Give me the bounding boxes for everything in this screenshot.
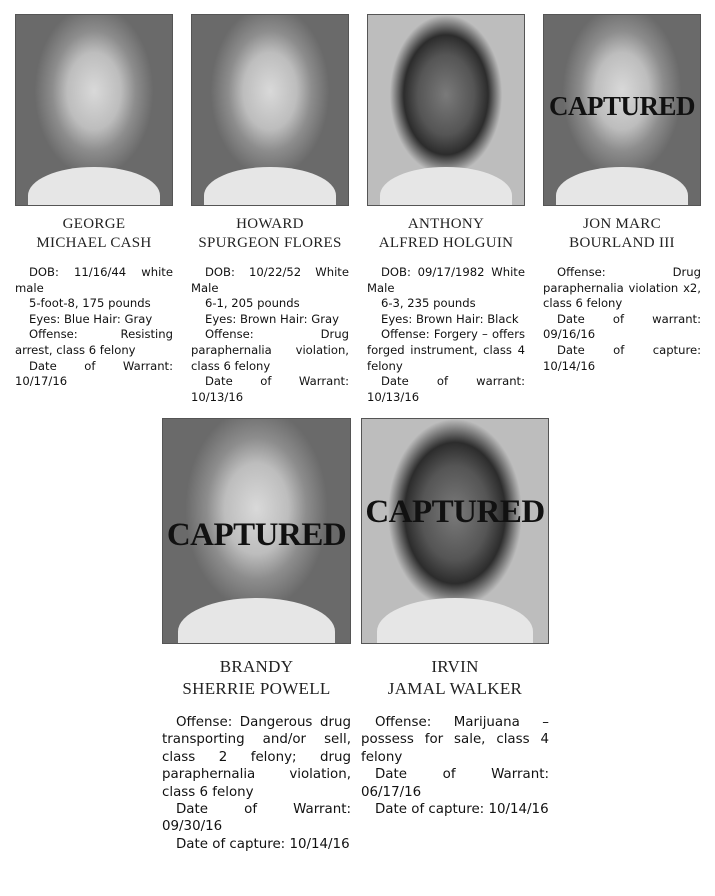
name-line-2: SHERRIE POWELL (182, 679, 331, 698)
person-details (543, 265, 701, 374)
mugshot-photo (367, 14, 525, 206)
person-details (361, 714, 549, 818)
detail-line: Date of warrant: 09/16/16 (543, 311, 701, 342)
detail-line: Date of capture: 10/14/16 (543, 342, 701, 373)
person-card (361, 418, 549, 818)
person-card (162, 418, 351, 853)
detail-line: Date of Warrant: 09/30/16 (162, 802, 351, 835)
mugshot-photo (543, 14, 701, 206)
captured-stamp: CAPTURED (166, 517, 347, 553)
mugshot-photo (15, 14, 173, 206)
name-line-1: GEORGE (62, 216, 126, 232)
person-card (543, 14, 701, 374)
detail-line: Date of warrant: 10/13/16 (367, 374, 525, 404)
detail-line: Offense: Marijuana – possess for sale, class 4 felony (361, 715, 549, 765)
detail-line: Offense: Dangerous drug transporting and/or sell, class 2 felony; drug paraphernalia violation, class 6 felony (162, 715, 351, 800)
name-line-2: MICHAEL CASH (36, 235, 152, 251)
person-name (162, 656, 351, 700)
name-line-2: ALFRED HOLGUIN (378, 235, 514, 251)
person-details (191, 265, 349, 405)
detail-line: Offense: Drug paraphernalia violation, class 6 felony (191, 327, 349, 373)
mugshot-photo (361, 418, 549, 644)
person-details (15, 265, 173, 390)
name-line-1: JON MARC (583, 216, 661, 232)
name-line-1: IRVIN (431, 657, 479, 676)
mugshot-photo (191, 14, 349, 206)
detail-line: Date of Warrant: 10/13/16 (191, 374, 349, 404)
person-card (191, 14, 349, 405)
captured-stamp: CAPTURED (365, 494, 545, 530)
person-card (367, 14, 525, 405)
detail-line: Date of capture: 10/14/16 (176, 836, 350, 852)
person-details (162, 714, 351, 853)
detail-line: Eyes: Brown Hair: Gray (205, 311, 339, 326)
detail-line: Date of Warrant: 10/17/16 (15, 358, 173, 389)
name-line-2: BOURLAND III (569, 235, 675, 251)
person-details (367, 265, 525, 405)
name-line-1: BRANDY (219, 657, 294, 676)
detail-line: Eyes: Blue Hair: Gray (29, 311, 153, 326)
person-name (361, 656, 549, 700)
person-card (15, 14, 173, 390)
detail-line: 5-foot-8, 175 pounds (29, 296, 151, 311)
detail-line: Offense: Resisting arrest, class 6 felony (15, 327, 173, 357)
detail-line: DOB: 09/17/1982 White Male (367, 265, 525, 295)
detail-line: 6-3, 235 pounds (381, 296, 476, 311)
name-line-1: HOWARD (236, 216, 304, 232)
detail-line: Date of capture: 10/14/16 (375, 802, 549, 818)
detail-line: DOB: 11/16/44 white male (15, 265, 173, 295)
detail-line: 6-1, 205 pounds (205, 296, 300, 311)
captured-stamp: CAPTURED (548, 91, 695, 121)
name-line-2: JAMAL WALKER (387, 679, 523, 698)
person-name (543, 215, 701, 253)
person-name (15, 215, 173, 253)
name-line-1: ANTHONY (407, 216, 485, 232)
person-name (191, 215, 349, 253)
detail-line: DOB: 10/22/52 White Male (191, 265, 349, 295)
detail-line: Offense: Drug paraphernalia violation x2, class 6 felony (543, 265, 701, 311)
detail-line: Offense: Forgery – offers forged instrument, class 4 felony (367, 327, 525, 373)
person-name (367, 215, 525, 253)
detail-line: Date of Warrant: 06/17/16 (361, 767, 549, 800)
mugshot-photo (162, 418, 351, 644)
detail-line: Eyes: Brown Hair: Black (381, 311, 519, 326)
name-line-2: SPURGEON FLORES (198, 235, 342, 251)
